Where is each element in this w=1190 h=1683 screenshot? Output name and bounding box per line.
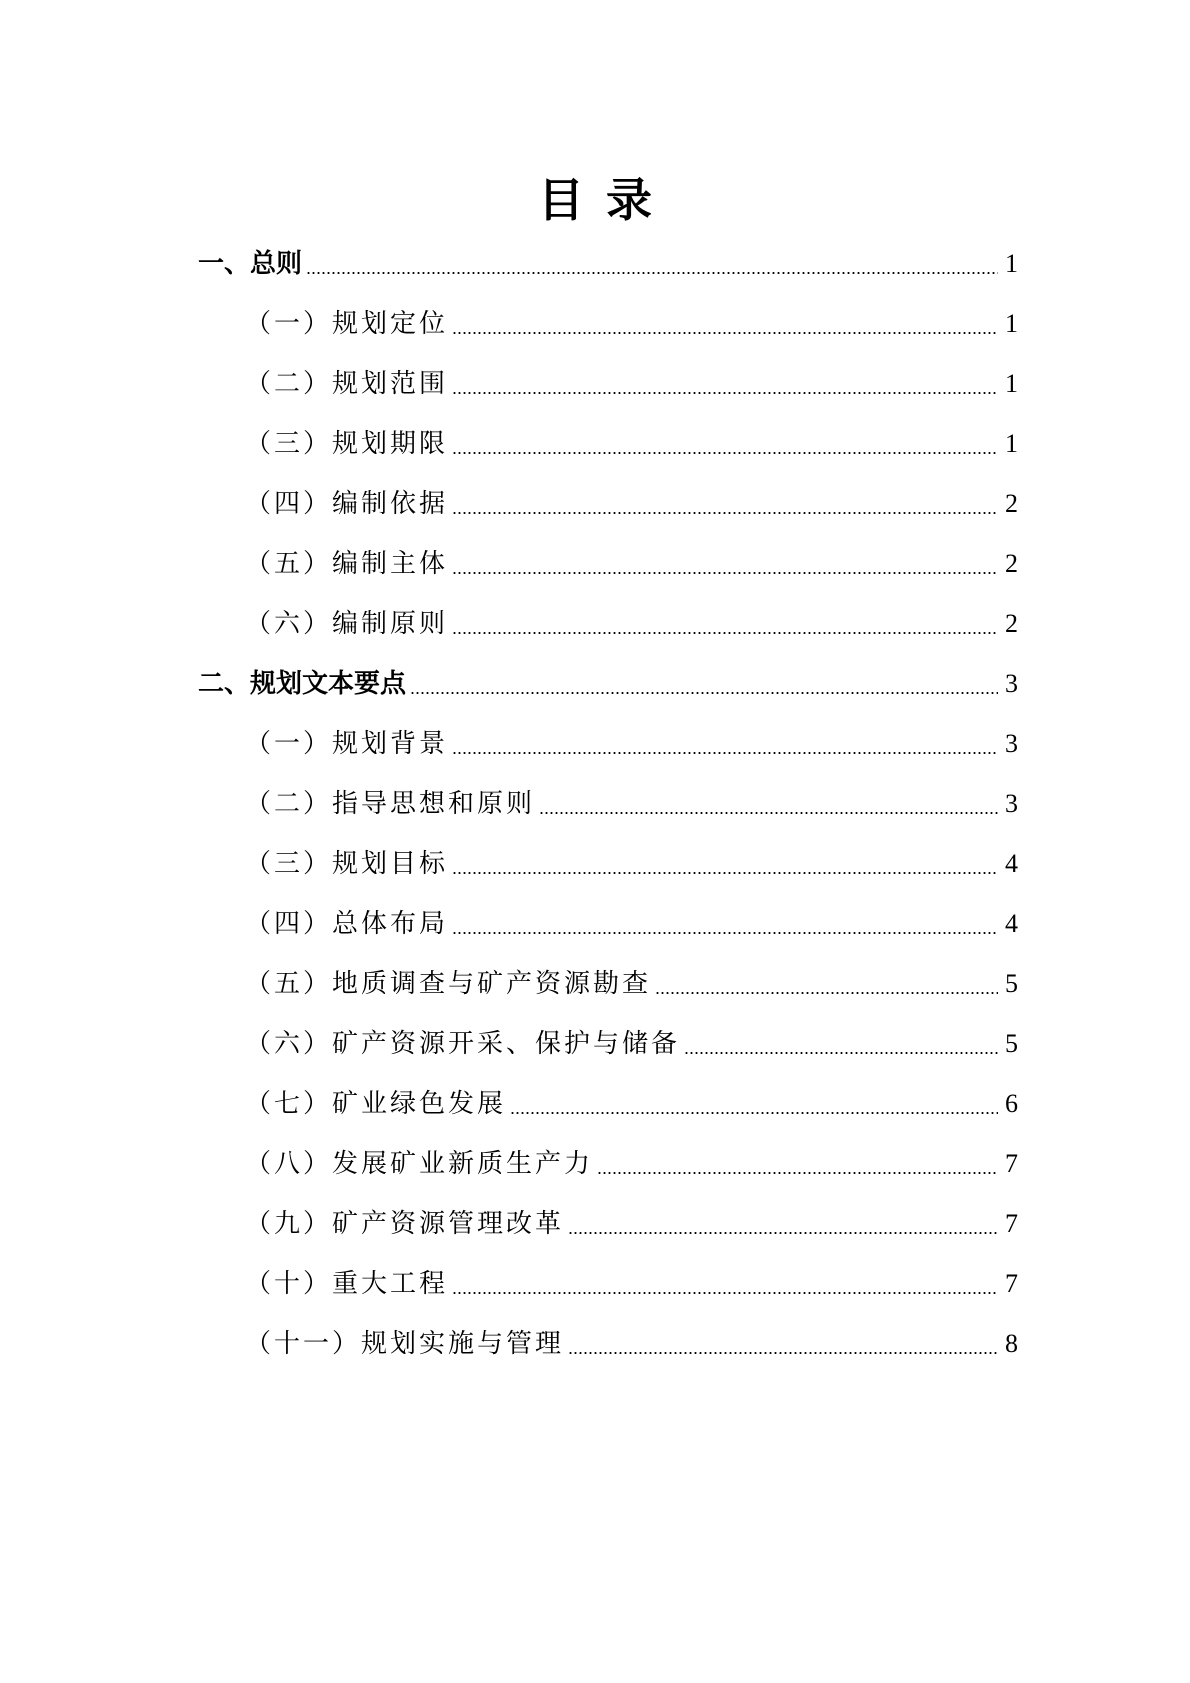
toc-entry-label: （五）编制主体 — [245, 549, 449, 579]
dot-leader — [568, 1352, 998, 1354]
toc-entry-label: （十）重大工程 — [245, 1269, 449, 1299]
page-title: 目录 — [538, 173, 674, 227]
dot-leader — [655, 992, 998, 994]
toc-entry-planning-goals[interactable] — [245, 842, 1018, 882]
dot-leader — [510, 1112, 998, 1114]
toc-entry-label: （一）规划定位 — [245, 309, 449, 339]
toc-entry-label: （六）编制原则 — [245, 609, 449, 639]
toc-entry-planning-scope[interactable] — [245, 362, 1018, 402]
toc-page-number: 2 — [1005, 549, 1018, 578]
toc-entry-green-mining[interactable] — [245, 1082, 1018, 1122]
toc-entry-label: （一）规划背景 — [245, 729, 449, 759]
toc-entry-implementation-management[interactable] — [245, 1322, 1018, 1362]
toc-page-number: 5 — [1005, 1029, 1018, 1058]
dot-leader — [452, 632, 998, 634]
toc-page-number: 1 — [1005, 309, 1018, 338]
toc-entry-label: （十一）规划实施与管理 — [245, 1329, 565, 1359]
toc-page-number: 7 — [1005, 1269, 1018, 1298]
toc-entry-label: （八）发展矿业新质生产力 — [245, 1149, 594, 1179]
toc-entry-major-projects[interactable] — [245, 1262, 1018, 1302]
toc-entry-guiding-ideology[interactable] — [245, 782, 1018, 822]
toc-page-number: 7 — [1005, 1149, 1018, 1178]
toc-entry-compilation-principles[interactable] — [245, 602, 1018, 642]
toc-entry-label: （四）编制依据 — [245, 489, 449, 519]
toc-entry-label: （二）指导思想和原则 — [245, 789, 536, 819]
dot-leader — [539, 812, 998, 814]
dot-leader — [568, 1232, 998, 1234]
toc-page-number: 1 — [1005, 369, 1018, 398]
toc-entry-label: （二）规划范围 — [245, 369, 449, 399]
dot-leader — [410, 692, 998, 694]
dot-leader — [452, 872, 998, 874]
toc-page-number: 4 — [1005, 849, 1018, 878]
toc-entry-label: （七）矿业绿色发展 — [245, 1089, 507, 1119]
toc-page-number: 4 — [1005, 909, 1018, 938]
toc-entry-compilation-body[interactable] — [245, 542, 1018, 582]
dot-leader — [452, 572, 998, 574]
toc-entry-label: （四）总体布局 — [245, 909, 449, 939]
toc-page-number: 5 — [1005, 969, 1018, 998]
toc-page-number: 2 — [1005, 489, 1018, 518]
toc-page-number: 2 — [1005, 609, 1018, 638]
toc-entry-label: （九）矿产资源管理改革 — [245, 1209, 565, 1239]
toc-entry-label: 二、规划文本要点 — [198, 669, 407, 699]
toc-entry-general-provisions[interactable] — [198, 242, 1018, 282]
toc-entry-planning-period[interactable] — [245, 422, 1018, 462]
toc-page-number: 7 — [1005, 1209, 1018, 1238]
toc-entry-compilation-basis[interactable] — [245, 482, 1018, 522]
toc-entry-geological-survey[interactable] — [245, 962, 1018, 1002]
toc-page-number: 6 — [1005, 1089, 1018, 1118]
dot-leader — [452, 932, 998, 934]
toc-entry-label: （六）矿产资源开采、保护与储备 — [245, 1029, 681, 1059]
toc-entry-new-productive-forces[interactable] — [245, 1142, 1018, 1182]
toc-page-number: 8 — [1005, 1329, 1018, 1358]
toc-page-number: 1 — [1005, 249, 1018, 278]
toc-page-number: 3 — [1005, 729, 1018, 758]
toc-entry-planning-background[interactable] — [245, 722, 1018, 762]
toc-entry-mining-protection-reserve[interactable] — [245, 1022, 1018, 1062]
toc-entry-label: 一、总则 — [198, 249, 303, 279]
toc-page-number: 3 — [1005, 789, 1018, 818]
dot-leader — [684, 1052, 998, 1054]
toc-entry-plan-text-key-points[interactable] — [198, 662, 1018, 702]
dot-leader — [452, 332, 998, 334]
toc-entry-overall-layout[interactable] — [245, 902, 1018, 942]
dot-leader — [597, 1172, 998, 1174]
toc-entry-label: （三）规划目标 — [245, 849, 449, 879]
dot-leader — [452, 392, 998, 394]
toc-page-number: 3 — [1005, 669, 1018, 698]
toc-entry-planning-positioning[interactable] — [245, 302, 1018, 342]
dot-leader — [452, 512, 998, 514]
toc-entry-label: （五）地质调查与矿产资源勘查 — [245, 969, 652, 999]
dot-leader — [452, 452, 998, 454]
toc-entry-management-reform[interactable] — [245, 1202, 1018, 1242]
toc-page-number: 1 — [1005, 429, 1018, 458]
dot-leader — [306, 272, 998, 274]
dot-leader — [452, 752, 998, 754]
dot-leader — [452, 1292, 998, 1294]
toc-entry-label: （三）规划期限 — [245, 429, 449, 459]
